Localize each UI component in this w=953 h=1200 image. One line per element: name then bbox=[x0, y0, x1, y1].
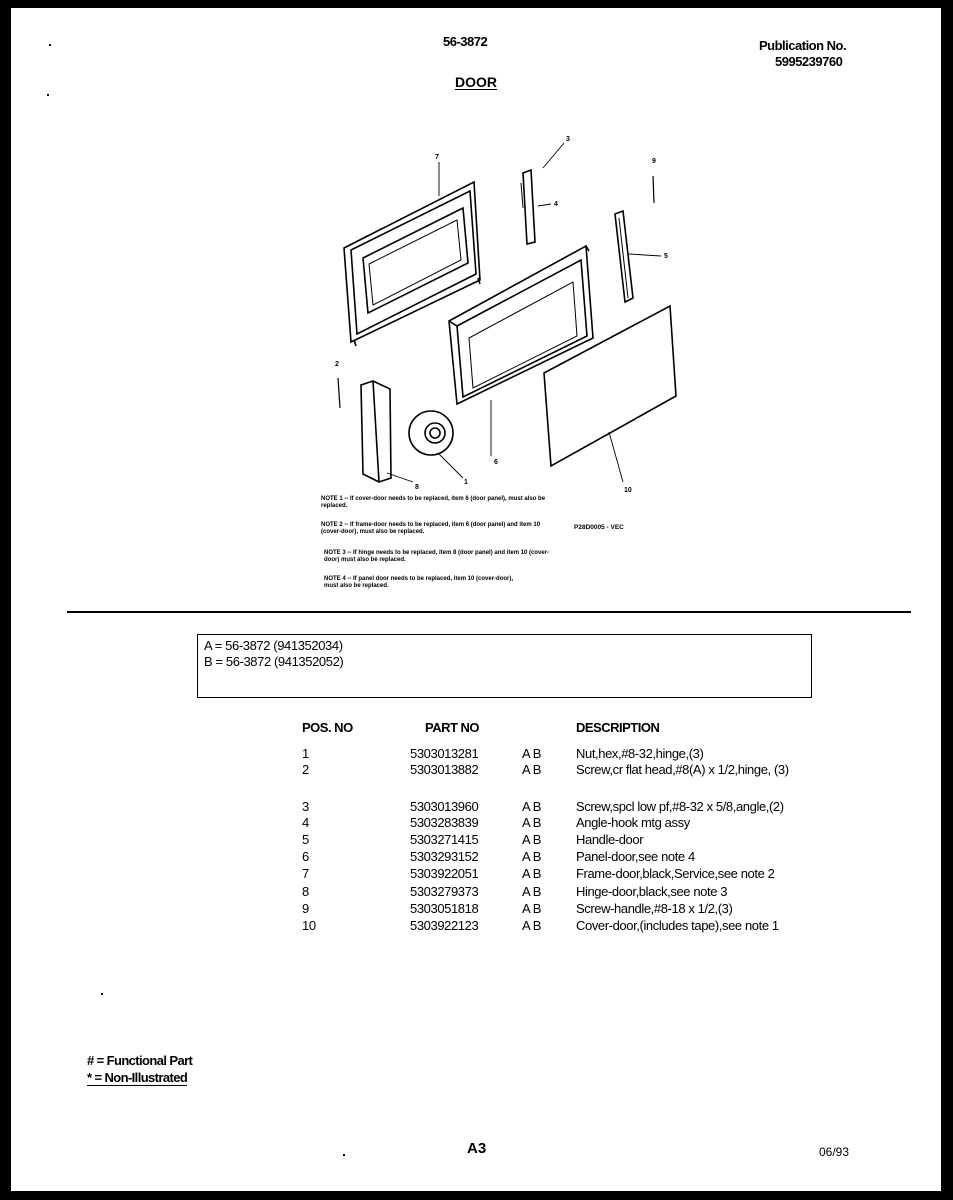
callout-4: 4 bbox=[554, 201, 558, 208]
cell-part-no: 5303013960 bbox=[410, 799, 479, 814]
cell-models: A B bbox=[522, 866, 542, 881]
cell-models: A B bbox=[522, 849, 542, 864]
cell-models: A B bbox=[522, 799, 542, 814]
callout-9: 9 bbox=[652, 158, 656, 165]
page-number: A3 bbox=[467, 1140, 487, 1157]
legend-non-illustrated: * = Non-Illustrated bbox=[87, 1070, 188, 1085]
scan-speck bbox=[101, 993, 103, 995]
model-variants-box bbox=[197, 634, 812, 698]
cell-models: A B bbox=[522, 918, 542, 933]
hinge-part bbox=[361, 381, 391, 482]
callout-1: 1 bbox=[464, 479, 468, 486]
cell-description: Screw,spcl low pf,#8-32 x 5/8,angle,(2) bbox=[576, 799, 784, 814]
section-divider bbox=[67, 611, 911, 613]
cell-description: Angle-hook mtg assy bbox=[576, 815, 690, 830]
cell-pos: 2 bbox=[302, 762, 309, 777]
cell-part-no: 5303051818 bbox=[410, 901, 479, 916]
cell-models: A B bbox=[522, 762, 542, 777]
model-number: 56-3872 bbox=[443, 34, 488, 49]
cell-description: Handle-door bbox=[576, 832, 644, 847]
cell-pos: 8 bbox=[302, 884, 309, 899]
scan-speck bbox=[49, 44, 51, 46]
header-part-no: PART NO bbox=[425, 720, 480, 735]
angle-hook-part bbox=[521, 170, 535, 244]
cell-description: Screw,cr flat head,#8(A) x 1/2,hinge, (3) bbox=[576, 762, 789, 777]
cell-part-no: 5303271415 bbox=[410, 832, 479, 847]
publication-number: 5995239760 bbox=[775, 54, 843, 69]
callout-6: 6 bbox=[494, 459, 498, 466]
callout-2: 2 bbox=[335, 361, 339, 368]
variant-a: A = 56-3872 (941352034) bbox=[204, 638, 343, 653]
frame-door-part bbox=[344, 182, 480, 346]
cover-door-part bbox=[544, 306, 676, 466]
callout-3: 3 bbox=[566, 136, 570, 143]
cell-pos: 5 bbox=[302, 832, 309, 847]
cell-description: Panel-door,see note 4 bbox=[576, 849, 695, 864]
cell-pos: 10 bbox=[302, 918, 316, 933]
cell-models: A B bbox=[522, 746, 542, 761]
callout-8: 8 bbox=[415, 484, 419, 491]
panel-door-part bbox=[449, 246, 593, 404]
cell-part-no: 5303013281 bbox=[410, 746, 479, 761]
section-title: DOOR bbox=[455, 74, 497, 90]
cell-models: A B bbox=[522, 815, 542, 830]
publication-label: Publication No. bbox=[759, 38, 847, 53]
cell-part-no: 5303922051 bbox=[410, 866, 479, 881]
callout-10: 10 bbox=[624, 487, 632, 494]
cell-pos: 4 bbox=[302, 815, 309, 830]
callout-7: 7 bbox=[435, 154, 439, 161]
header-description: DESCRIPTION bbox=[576, 720, 660, 735]
cell-description: Nut,hex,#8-32,hinge,(3) bbox=[576, 746, 704, 761]
cell-description: Hinge-door,black,see note 3 bbox=[576, 884, 728, 899]
cell-part-no: 5303013882 bbox=[410, 762, 479, 777]
scan-speck bbox=[343, 1154, 345, 1156]
cell-pos: 1 bbox=[302, 746, 309, 761]
scan-speck bbox=[47, 94, 49, 96]
diagram-note-1: NOTE 1 -- If cover-door needs to be replaced, item 6 (door panel), must also be replaced. bbox=[321, 496, 546, 509]
cell-description: Frame-door,black,Service,see note 2 bbox=[576, 866, 775, 881]
cell-part-no: 5303283839 bbox=[410, 815, 479, 830]
cell-pos: 9 bbox=[302, 901, 309, 916]
header-pos-no: POS. NO bbox=[302, 720, 353, 735]
cell-description: Screw-handle,#8-18 x 1/2,(3) bbox=[576, 901, 733, 916]
publication-date: 06/93 bbox=[819, 1145, 850, 1159]
cell-models: A B bbox=[522, 832, 542, 847]
nut-detail bbox=[409, 411, 453, 455]
legend-functional: # = Functional Part bbox=[87, 1053, 193, 1068]
cell-description: Cover-door,(includes tape),see note 1 bbox=[576, 918, 779, 933]
cell-part-no: 5303279373 bbox=[410, 884, 479, 899]
diagram-note-4: NOTE 4 -- If panel door needs to be replaced, item 10 (cover-door), must also be replaced. bbox=[324, 576, 514, 589]
cell-models: A B bbox=[522, 884, 542, 899]
cell-models: A B bbox=[522, 901, 542, 916]
callout-5: 5 bbox=[664, 253, 668, 260]
diagram-note-2: NOTE 2 -- If frame-door needs to be replaced, item 6 (door panel) and item 10 (cover-door), must also be replaced. bbox=[321, 522, 541, 535]
exploded-diagram bbox=[301, 123, 701, 503]
cell-part-no: 5303293152 bbox=[410, 849, 479, 864]
cell-pos: 6 bbox=[302, 849, 309, 864]
cell-pos: 3 bbox=[302, 799, 309, 814]
variant-b: B = 56-3872 (941352052) bbox=[204, 654, 344, 669]
diagram-note-3: NOTE 3 -- If hinge needs to be replaced, item 8 (door panel) and item 10 (cover-door) must also be replaced. bbox=[324, 550, 550, 563]
cell-pos: 7 bbox=[302, 866, 309, 881]
cell-part-no: 5303922123 bbox=[410, 918, 479, 933]
handle-part bbox=[615, 211, 633, 302]
diagram-code: P28D0005 - VEC bbox=[574, 524, 624, 531]
parts-page bbox=[11, 8, 941, 1191]
